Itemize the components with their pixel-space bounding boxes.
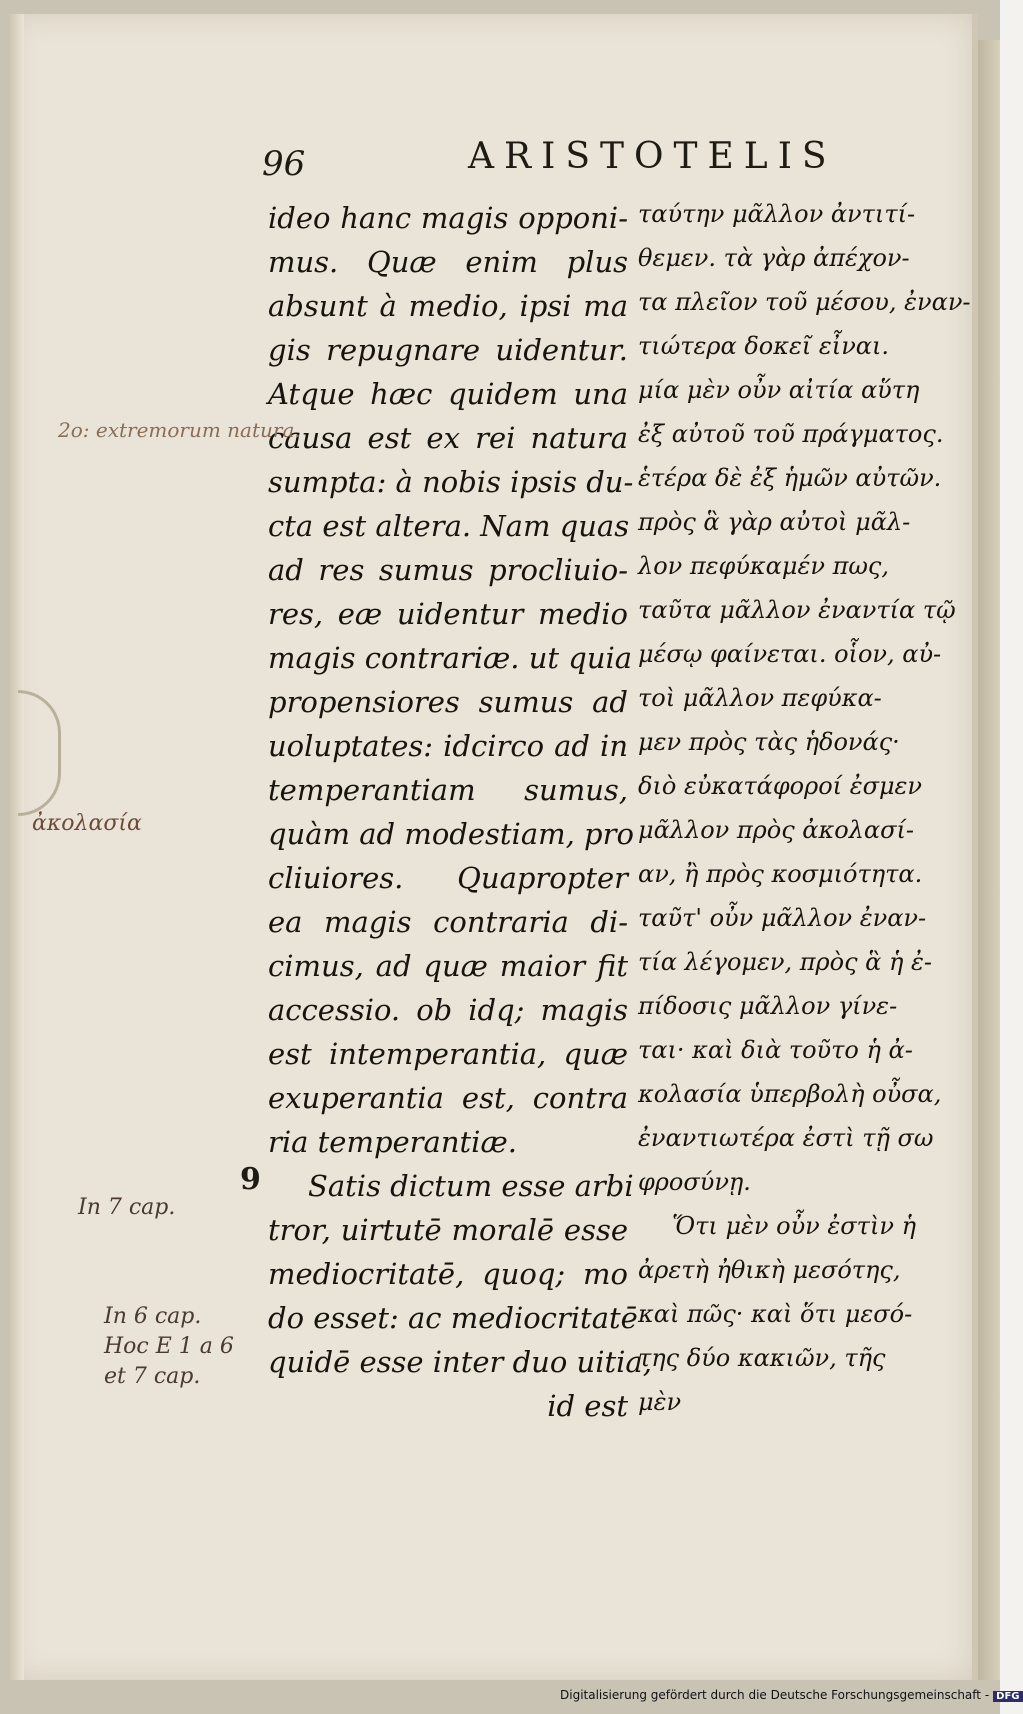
dfg-logo: DFG bbox=[993, 1691, 1022, 1702]
greek-text-line: τία λέγομεν, πρὸς ἃ ἡ ἐ- bbox=[638, 948, 932, 976]
greek-text-line: ἀρετὴ ἠθικὴ μεσότης, bbox=[638, 1256, 901, 1284]
page-gutter-shadow bbox=[10, 14, 24, 1680]
page-number: 96 bbox=[262, 144, 306, 184]
margin-note-line: In 6 cap. bbox=[104, 1304, 202, 1329]
greek-text-line: καὶ πῶς· καὶ ὅτι μεσό- bbox=[638, 1300, 913, 1328]
greek-text-line: φροσύνῃ. bbox=[638, 1168, 751, 1196]
latin-text-line: gis repugnare uidentur. bbox=[268, 333, 628, 367]
greek-text-line: μία μὲν οὖν αἰτία αὕτη bbox=[638, 376, 920, 404]
latin-text-line: exuperantia est, contra bbox=[268, 1081, 628, 1115]
latin-column bbox=[268, 196, 652, 1428]
greek-text-line: πίδοσις μᾶλλον γίνε- bbox=[638, 992, 898, 1020]
greek-text-line: μέσῳ φαίνεται. οἷον, αὐ- bbox=[638, 640, 942, 668]
greek-text-line: θεμεν. τὰ γὰρ ἀπέχον- bbox=[638, 244, 910, 272]
latin-text-line: temperantiam sumus, bbox=[268, 773, 628, 807]
greek-text-line: ἐναντιωτέρα ἐστὶ τῇ σω bbox=[638, 1124, 934, 1152]
margin-note-cap-6 bbox=[104, 1302, 234, 1392]
latin-text-line: do esset: ac mediocritatē bbox=[268, 1301, 638, 1335]
greek-text-line: Ὅτι μὲν οὖν ἐστὶν ἡ bbox=[672, 1212, 916, 1240]
greek-text-line: μὲν bbox=[638, 1388, 682, 1416]
greek-text-line: τα πλεῖον τοῦ μέσου, ἐναν- bbox=[638, 288, 971, 316]
latin-text-line: ria temperantiæ. bbox=[268, 1125, 517, 1159]
digitization-footer bbox=[560, 1688, 1020, 1708]
latin-text-line: Atque hæc quidem una bbox=[268, 377, 628, 411]
greek-text-line: διὸ εὐκατάφοροί ἐσμεν bbox=[638, 772, 923, 800]
latin-text-line: quàm ad modestiam, pro bbox=[268, 817, 634, 851]
margin-note-text: ἀκολασία bbox=[32, 811, 142, 836]
greek-text-line: αν, ἢ πρὸς κοσμιότητα. bbox=[638, 860, 923, 888]
book-fore-edge bbox=[978, 40, 1000, 1680]
greek-text-line: κολασία ὑπερβολὴ οὖσα, bbox=[638, 1080, 942, 1108]
greek-text-line: ταύτην μᾶλλον ἀντιτί- bbox=[638, 200, 916, 228]
latin-text-line: uoluptates: idcirco ad in bbox=[268, 729, 628, 763]
margin-note-text: 2o: extremorum natura. bbox=[58, 418, 301, 442]
greek-text-line: μᾶλλον πρὸς ἀκολασί- bbox=[638, 816, 915, 844]
greek-column bbox=[638, 192, 971, 1424]
latin-text-line: magis contrariæ. ut quia bbox=[268, 641, 633, 675]
margin-note-extremorum bbox=[58, 418, 301, 442]
latin-text-line: quidē esse inter duo uitia, bbox=[268, 1345, 652, 1379]
latin-text-line: accessio. ob idq; magis bbox=[268, 993, 628, 1027]
greek-text-line: της δύο κακιῶν, τῆς bbox=[638, 1344, 886, 1372]
greek-text-line: ἑτέρα δὲ ἐξ ἡμῶν αὐτῶν. bbox=[638, 464, 942, 492]
margin-note-akolasia bbox=[32, 812, 142, 836]
margin-note-line: et 7 cap. bbox=[104, 1364, 201, 1389]
latin-text-line: est intemperantia, quæ bbox=[268, 1037, 628, 1071]
latin-text-line: res, eæ uidentur medio bbox=[268, 597, 628, 631]
latin-text-line: ea magis contraria di- bbox=[268, 905, 628, 939]
greek-text-line: ταῦτ' οὖν μᾶλλον ἐναν- bbox=[638, 904, 927, 932]
margin-note-cap-7 bbox=[78, 1196, 175, 1220]
greek-text-line: πρὸς ἃ γὰρ αὐτοὶ μᾶλ- bbox=[638, 508, 911, 536]
latin-text-line: ideo hanc magis opponi- bbox=[268, 201, 628, 235]
greek-text-line: τοὶ μᾶλλον πεφύκα- bbox=[638, 684, 882, 712]
latin-text-line: sumpta: à nobis ipsis du- bbox=[268, 465, 634, 499]
greek-text-line: ται· καὶ διὰ τοῦτο ἡ ἀ- bbox=[638, 1036, 913, 1064]
greek-text-line: ἐξ αὐτοῦ τοῦ πράγματος. bbox=[638, 420, 944, 448]
latin-text-line: cimus, ad quæ maior fit bbox=[268, 949, 628, 983]
greek-text-line: ταῦτα μᾶλλον ἐναντία τῷ bbox=[638, 596, 956, 624]
latin-text-line: id est bbox=[547, 1389, 628, 1423]
latin-text-line: cliuiores. Quapropter bbox=[268, 861, 628, 895]
latin-text-line: causa est ex rei natura bbox=[268, 421, 628, 455]
greek-text-line: μεν πρὸς τὰς ἡδονάς· bbox=[638, 728, 900, 756]
latin-text-line: cta est altera. Nam quas bbox=[268, 509, 630, 543]
latin-text-line: absunt à medio, ipsi ma bbox=[268, 289, 628, 323]
latin-text-line: Satis dictum esse arbi bbox=[308, 1169, 634, 1203]
margin-note-line: Hoc Ε 1 a 6 bbox=[104, 1334, 234, 1359]
greek-text-line: τιώτερα δοκεῖ εἶναι. bbox=[638, 332, 890, 360]
latin-text-line: mus. Quæ enim plus bbox=[268, 245, 628, 279]
latin-text-line: mediocritatē, quoq; mo bbox=[268, 1257, 628, 1291]
section-marker: 9 bbox=[240, 1162, 261, 1197]
running-title: ARISTOTELIS bbox=[468, 136, 837, 177]
greek-text-line: λον πεφύκαμέν πως, bbox=[638, 552, 889, 580]
latin-text-line: propensiores sumus ad bbox=[268, 685, 628, 719]
latin-text-line: tror, uirtutē moralē esse bbox=[268, 1213, 628, 1247]
margin-note-text: In 7 cap. bbox=[78, 1195, 176, 1220]
digitization-note: Digitalisierung gefördert durch die Deutsche Forschungsgemeinschaft - bbox=[560, 1688, 990, 1702]
latin-text-line: ad res sumus procliuio- bbox=[268, 553, 628, 587]
running-head bbox=[0, 128, 1000, 188]
